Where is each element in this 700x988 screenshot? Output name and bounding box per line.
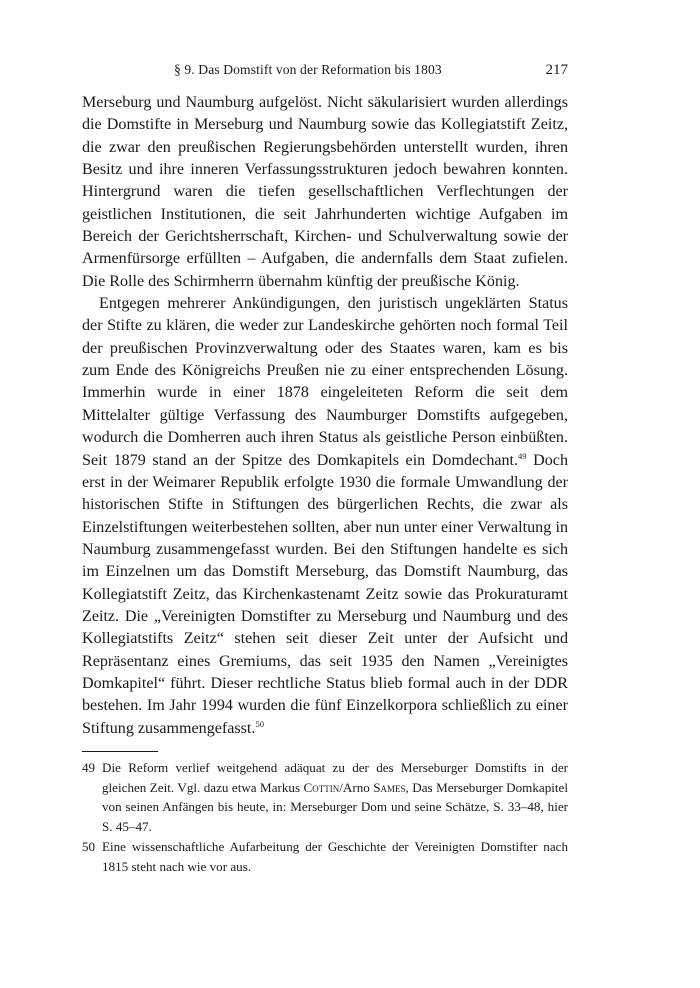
- footnote-divider: [82, 751, 158, 752]
- paragraph-text: Entgegen mehrerer Ankündigungen, den juristisch ungeklärten Status der Stifte zu klären, die weder zur Landeskirche gehörten noch formal Teil der preußischen Provinzverwaltung oder des Staates waren, kam es bis zum Ende des Königreichs Preußen nie zu einer entsprechenden Lösung. Immerhin wurde in einer 1878 eingeleiteten Reform die seit dem Mittelalter gültige Verfassung des Naumburger Domstifts aufgegeben, wodurch die Domherren auch ihren Status als geistliche Person einbüßten. Seit 1879 stand an der Spitze des Domkapitels ein Domdechant.: [82, 295, 568, 469]
- footnote-text: Eine wissenschaftliche Aufarbeitung der Geschichte der Vereinigten Domstifter nach 1815 steht nach wie vor aus.: [102, 838, 568, 874]
- running-head-title: § 9. Das Domstift von der Reformation bis 1803: [174, 62, 442, 77]
- footnote-text: , Das Merseburger Domkapitel von seinen Anfängen bis heute, in: Merseburger Dom und seine Schätze, S. 33–48, hier S. 45–47.: [102, 779, 568, 835]
- paragraph: [82, 293, 568, 740]
- body-text: [82, 92, 568, 740]
- footnote-reference[interactable]: 50: [255, 718, 264, 729]
- footnote-number: 50: [82, 838, 96, 854]
- footnote-text: Die Reform verlief weitgehend adäquat zu der des Merseburger Domstifts in der gleichen Zeit. Vgl. dazu etwa Markus: [102, 760, 568, 795]
- footnote-text: /Arno: [339, 779, 374, 795]
- paragraph: [82, 92, 568, 293]
- author-name: Sames: [373, 779, 406, 795]
- paragraph-text: Merseburg und Naumburg aufgelöst. Nicht säkularisiert wurden allerdings die Domstifte in Merseburg und Naumburg sowie das Kollegiatstift Zeitz, die zwar den preußischen Regierungsbehörden unterstellt wurden, ihren Besitz und ihre inneren Verfassungsstrukturen jedoch bewahren konnten. Hintergrund waren die tiefen gesellschaftlichen Verflechtungen der geistlichen Institutionen, die seit Jahrhunderten wichtige Aufgaben im Bereich der Gerichtsherrschaft, Kirchen- und Schulverwaltung sowie der Armenfürsorge erfüllten – Aufgaben, die andernfalls dem Staat zufielen. Die Rolle des Schirmherrn übernahm künftig der preußische König.: [82, 94, 568, 290]
- footnote-reference[interactable]: 49: [518, 450, 527, 461]
- footnote-number: 49: [82, 760, 96, 775]
- author-name: Cottin: [303, 779, 340, 795]
- running-head: [82, 58, 568, 82]
- paragraph-text: Doch erst in der Weimarer Republik erfolgte 1930 die formale Umwandlung der historischen Stifte in Stiftungen des bürgerlichen Rechts, die zwar als Einzelstiftungen weiterbestehen sollten, aber nun unter einer Verwaltung in Naumburg zusammengefasst wurden. Bei den Stiftungen handelte es sich im Einzelnen um das Domstift Merseburg, das Domstift Naumburg, das Kollegiatstift Zeitz, das Kirchenkastenamt Zeitz sowie das Prokuraturamt Zeitz. Die „Vereinigten Domstifter zu Merseburg und Naumburg und des Kollegiatstifts Zeitz“ stehen seit dieser Zeit unter der Aufsicht und Repräsentanz eines Gremiums, das seit 1935 den Namen „Vereinigtes Domkapitel“ führt. Dieser rechtliche Status blieb formal auch in der DDR bestehen. Im Jahr 1994 wurden die fünf Einzelkorpora schließlich zu einer Stiftung zusammengefasst.: [82, 451, 568, 737]
- footnote: [82, 758, 568, 837]
- footnotes: [82, 758, 568, 876]
- book-page: [82, 58, 568, 874]
- footnote: [82, 837, 568, 876]
- page-number: 217: [545, 62, 568, 78]
